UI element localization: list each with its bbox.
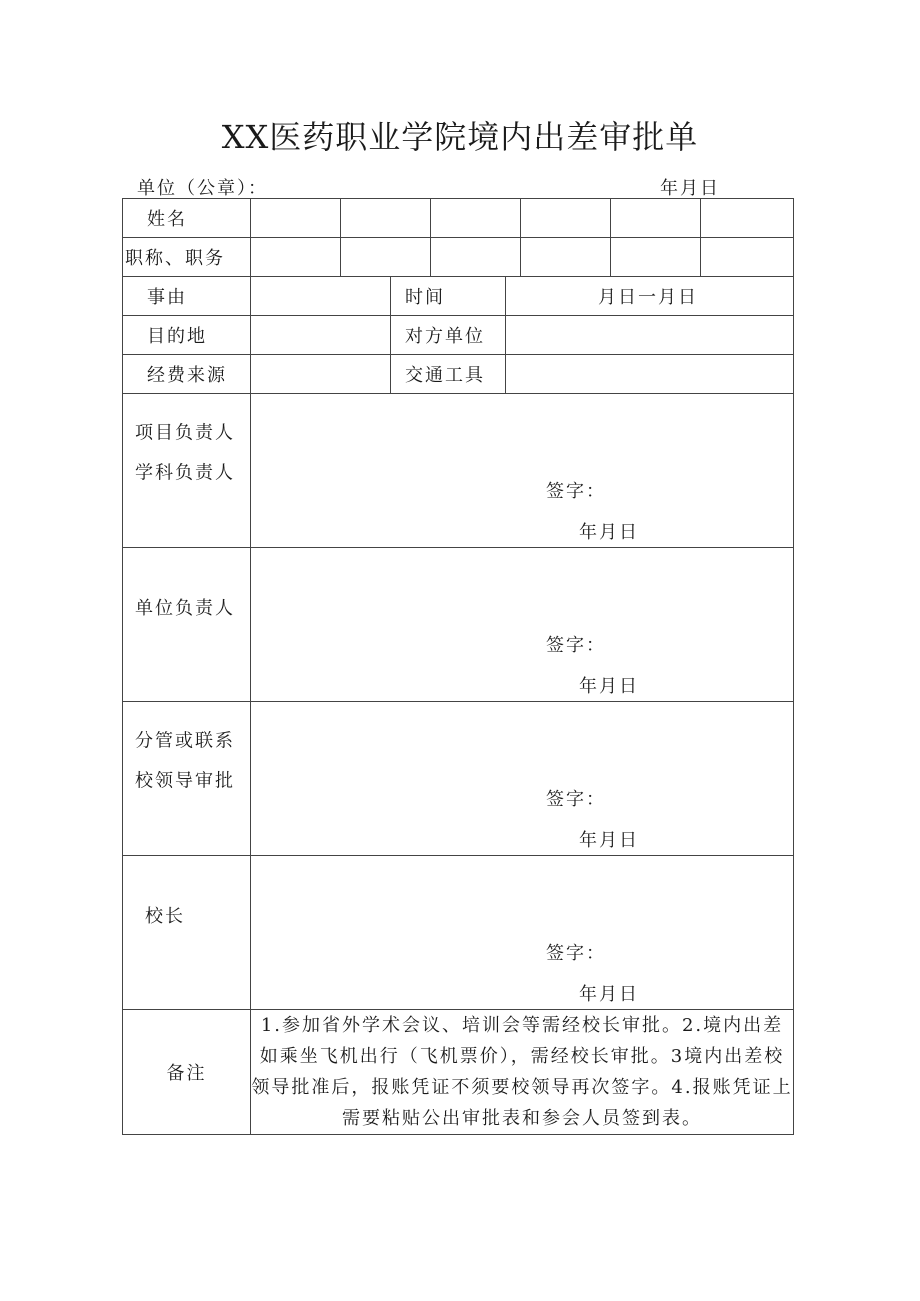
transport-label-cell xyxy=(391,355,506,394)
name-field-2[interactable] xyxy=(341,199,431,238)
approval-sign-area[interactable] xyxy=(251,702,794,856)
approval-label-line: 学科负责人 xyxy=(135,461,235,483)
name-field-3[interactable] xyxy=(431,199,521,238)
funding-field[interactable] xyxy=(251,355,391,394)
transport-label: 交通工具 xyxy=(405,365,485,386)
signature-label: 签字： xyxy=(546,943,606,964)
destination-label-cell xyxy=(123,316,251,355)
destination-row xyxy=(123,316,794,355)
funding-label: 经费来源 xyxy=(147,365,227,386)
funding-label-cell xyxy=(123,355,251,394)
position-row xyxy=(123,238,794,277)
position-label: 职称、职务 xyxy=(125,248,225,269)
approval-label-cell xyxy=(123,548,251,702)
reason-label: 事由 xyxy=(147,287,187,308)
destination-field[interactable] xyxy=(251,316,391,355)
approval-sign-area[interactable] xyxy=(251,856,794,1010)
signature-date-label: 年月日 xyxy=(579,830,639,851)
signature-label: 签字： xyxy=(546,481,606,502)
approval-label-cell xyxy=(123,856,251,1010)
time-label: 时间 xyxy=(405,287,445,308)
approval-row-project-lead xyxy=(123,394,794,548)
position-field-6[interactable] xyxy=(701,238,794,277)
position-field-3[interactable] xyxy=(431,238,521,277)
name-field-5[interactable] xyxy=(611,199,701,238)
approval-label-line: 校领导审批 xyxy=(135,769,235,791)
name-field-4[interactable] xyxy=(521,199,611,238)
approval-row-school-leader xyxy=(123,702,794,856)
counterpart-label: 对方单位 xyxy=(405,326,485,347)
form-date-label: 年月日 xyxy=(660,178,720,199)
time-range-text: 月日一月日 xyxy=(598,287,698,308)
notes-text: 1.参加省外学术会议、培训会等需经校长审批。2.境内出差如乘坐飞机出行（飞机票价），需经校长审批。3境内出差校领导批准后，报账凭证不须要校领导再次签字。4.报账凭证上需要粘贴公出审批表和参会人员签到表。 xyxy=(251,1010,794,1135)
position-field-2[interactable] xyxy=(341,238,431,277)
time-label-cell xyxy=(391,277,506,316)
approval-row-unit-head xyxy=(123,548,794,702)
notes-label: 备注 xyxy=(123,1010,251,1135)
counterpart-field[interactable] xyxy=(506,316,794,355)
approval-sign-area[interactable] xyxy=(251,548,794,702)
name-field-6[interactable] xyxy=(701,199,794,238)
position-field-1[interactable] xyxy=(251,238,341,277)
destination-label: 目的地 xyxy=(147,326,207,347)
position-label-cell xyxy=(123,238,251,277)
signature-date-label: 年月日 xyxy=(579,522,639,543)
approval-label-line: 校长 xyxy=(145,905,185,927)
approval-sign-area[interactable] xyxy=(251,394,794,548)
notes-row xyxy=(123,1010,794,1135)
approval-label-line: 分管或联系 xyxy=(135,729,235,751)
unit-seal-label: 单位（公章）： xyxy=(137,178,268,199)
reason-field[interactable] xyxy=(251,277,391,316)
transport-field[interactable] xyxy=(506,355,794,394)
signature-date-label: 年月日 xyxy=(579,984,639,1005)
reason-label-cell xyxy=(123,277,251,316)
signature-label: 签字： xyxy=(546,635,606,656)
funding-row xyxy=(123,355,794,394)
name-field-1[interactable] xyxy=(251,199,341,238)
position-field-4[interactable] xyxy=(521,238,611,277)
signature-label: 签字： xyxy=(546,789,606,810)
name-label: 姓名 xyxy=(147,209,187,230)
name-label-cell xyxy=(123,199,251,238)
signature-date-label: 年月日 xyxy=(579,676,639,697)
name-row xyxy=(123,199,794,238)
time-field[interactable] xyxy=(506,277,794,316)
approval-label-line: 单位负责人 xyxy=(135,597,235,619)
approval-row-principal xyxy=(123,856,794,1010)
reason-row xyxy=(123,277,794,316)
counterpart-label-cell xyxy=(391,316,506,355)
approval-label-cell xyxy=(123,702,251,856)
approval-label-line: 项目负责人 xyxy=(135,421,235,443)
position-field-5[interactable] xyxy=(611,238,701,277)
form-title: XX医药职业学院境内出差审批单 xyxy=(221,118,699,156)
approval-label-cell xyxy=(123,394,251,548)
approval-form-table xyxy=(122,198,794,1135)
